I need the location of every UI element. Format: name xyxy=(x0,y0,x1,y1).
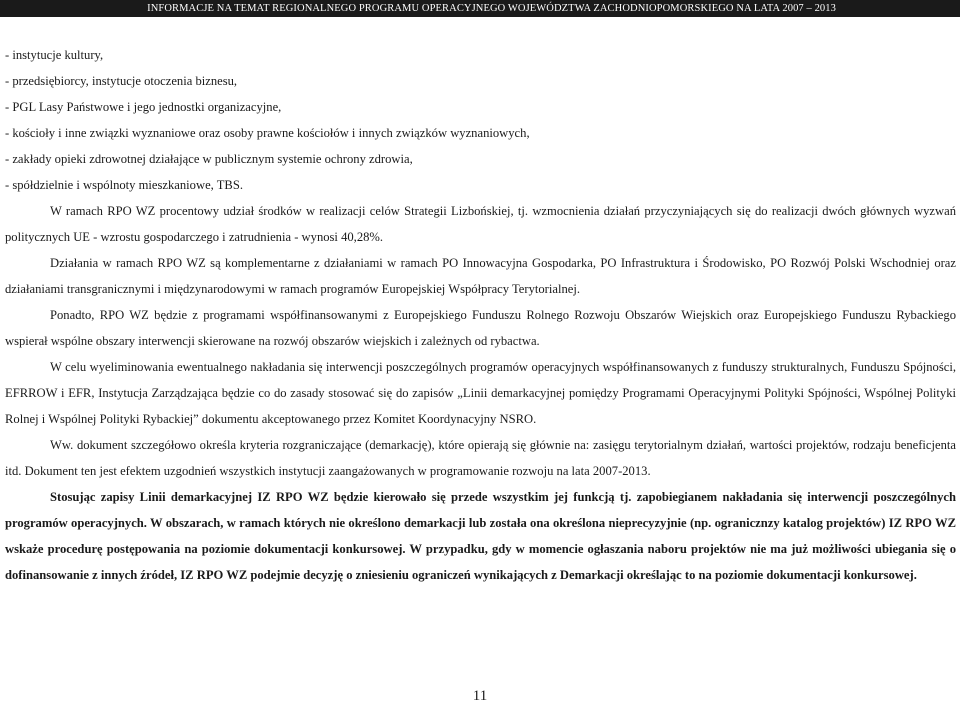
paragraph-lisbon-strategy: W ramach RPO WZ procentowy udział środków w realizacji celów Strategii Lizbońskiej, tj. wzmocnienia działań przyczyniających się do realizacji dwóch głównych wyzwań politycznych UE - wzrostu gospodarczego i zatrudnienia - wynosi 40,28%. xyxy=(5,204,956,244)
list-item: - instytucje kultury, xyxy=(5,48,104,62)
paragraph-complementarity: Działania w ramach RPO WZ są komplementarne z działaniami w ramach PO Innowacyjna Gospodarka, PO Infrastruktura i Środowisko, PO Rozwój Polski Wschodniej oraz działaniami transgranicznymi i międzynarodowymi w ramach programów Europejskiej Współpracy Terytorialnej. xyxy=(5,256,956,296)
document-body xyxy=(5,42,956,588)
paragraph-demarcation-criteria: Ww. dokument szczegółowo określa kryteria rozgraniczające (demarkację), które opierają się głównie na: zasięgu terytorialnym działań, wartości projektów, rodzaju beneficjenta itd. Dokument ten jest efektem uzgodnień wszystkich instytucji zaangażowanych w programowanie rozwoju na lata 2007-2013. xyxy=(5,438,956,478)
paragraph-demarcation-application: Stosując zapisy Linii demarkacyjnej IZ RPO WZ będzie kierowało się przede wszystkim jej funkcją tj. zapobiegianem nakładania się interwencji poszczególnych programów operacyjnych. W obszarach, w ramach których nie określono demarkacji lub została ona określona nieprecyzyjnie (np. ogranicznzy katalog projektów) IZ RPO WZ wskaże procedurę postępowania na poziomie dokumentacji konkursowej. W przypadku, gdy w momencie ogłaszania naboru projektów nie ma już możliwości ubiegania się o dofinansowanie z innych źródeł, IZ RPO WZ podejmie decyzję o zniesieniu ograniczeń wynikających z Demarkacji określając to na poziomie dokumentacji konkursowej. xyxy=(5,490,956,582)
list-item: - PGL Lasy Państwowe i jego jednostki organizacyjne, xyxy=(5,100,282,114)
list-item: - spółdzielnie i wspólnoty mieszkaniowe, TBS. xyxy=(5,178,243,192)
list-item: - kościoły i inne związki wyznaniowe oraz osoby prawne kościołów i innych związków wyznaniowych, xyxy=(5,126,530,140)
page-header: INFORMACJE NA TEMAT REGIONALNEGO PROGRAMU OPERACYJNEGO WOJEWÓDZTWA ZACHODNIOPOMORSKIEGO NA LATA 2007 – 2013 xyxy=(0,0,960,17)
list-item: - zakłady opieki zdrowotnej działające w publicznym systemie ochrony zdrowia, xyxy=(5,152,413,166)
paragraph-demarcation-line: W celu wyeliminowania ewentualnego nakładania się interwencji poszczególnych programów operacyjnych współfinansowanych z funduszy strukturalnych, Funduszu Spójności, EFRROW i EFR, Instytucja Zarządzająca będzie co do zasady stosować się do zapisów „Linii demarkacyjnej pomiędzy Programami Operacyjnymi Polityki Spójności, Wspólnej Polityki Rolnej i Wspólnej Polityki Rybackiej” dokumentu akceptowanego przez Komitet Koordynacyjny NSRO. xyxy=(5,360,956,426)
list-item: - przedsiębiorcy, instytucje otoczenia biznesu, xyxy=(5,74,238,88)
page-number: 11 xyxy=(472,688,488,704)
paragraph-rural-fisheries: Ponadto, RPO WZ będzie z programami współfinansowanymi z Europejskiego Funduszu Rolnego Rozwoju Obszarów Wiejskich oraz Europejskiego Funduszu Rybackiego wspierał wspólne obszary interwencji skierowane na rozwój obszarów wiejskich i zależnych od rybactwa. xyxy=(5,308,956,348)
